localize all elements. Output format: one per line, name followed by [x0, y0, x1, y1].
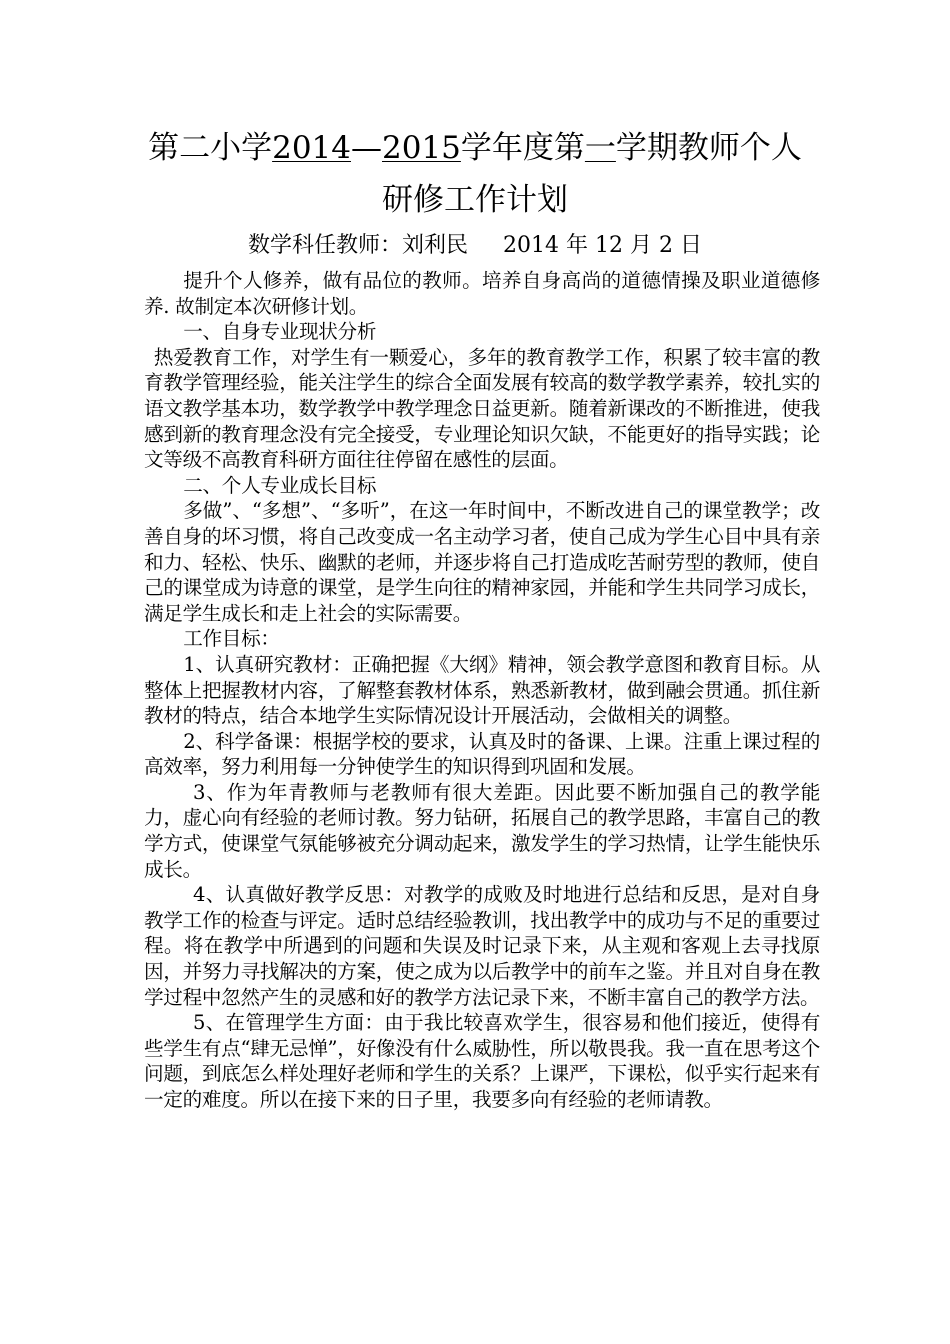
title-part-3: 学期教师个人: [615, 130, 802, 166]
work-goals-heading: 工作目标：: [183, 627, 280, 651]
goal-item-4: 4、认真做好教学反思：对教学的成败及时地进行总结和反思，是对自身教学工作的检查与评定。适时总结经验教训，找出教学中的成功与不足的重要过程。将在教学中所遇到的问题和失误及时记录下来，从主观和客观上去寻找原因，并努力寻找解决的方案，使之成为以后教学中的前车之鉴。并且对自身在教学过程中忽然产生的灵感和好的教学方法记录下来，不断丰富自己的教学方法。: [144, 883, 820, 1009]
title-part-1: 第二小学: [148, 130, 273, 166]
goal-item-1: 1、认真研究教材：正确把握《大纲》精神，领会教学意图和教育目标。从整体上把握教材内容，了解整套教材体系，熟悉新教材，做到融会贯通。抓住新教材的特点，结合本地学生实际情况设计开展活动，会做相关的调整。: [144, 652, 820, 728]
paragraph-growth-goals: 多做”、“多想”、“多听”，在这一年时间中，不断改进自己的课堂教学；改善自身的坏习惯，将自己改变成一名主动学习者，使自己成为学生心目中具有亲和力、轻松、快乐、幽默的老师，并逐步将自己打造成吃苦耐劳型的教师，使自己的课堂成为诗意的课堂，是学生向往的精神家园，并能和学生共同学习成长，满足学生成长和走上社会的实际需要。: [144, 499, 820, 625]
paragraph-intro: 提升个人修养，做有品位的教师。培养自身高尚的道德情操及职业道德修养. 故制定本次研修计划。: [144, 269, 820, 318]
title-term-number: 一: [584, 130, 616, 166]
section-heading-2: 二、个人专业成长目标: [183, 473, 377, 497]
goal-item-3: 3、作为年青教师与老教师有很大差距。因此要不断加强自己的教学能力，虚心向有经验的老师讨教。努力钻研，拓展自己的教学思路，丰富自己的教学方式，使课堂气氛能够被充分调动起来，激发学生的学习热情，让学生能快乐成长。: [144, 780, 820, 881]
title-part-2: 学年度第: [460, 130, 585, 166]
goal-item-5: 5、在管理学生方面：由于我比较喜欢学生，很容易和他们接近，使得有些学生有点“肆无忌惮”，好像没有什么威胁性，所以敬畏我。我一直在思考这个问题，到底怎么样处理好老师和学生的关系？上课严，下课松，似乎实行起来有一定的难度。所以在接下来的日子里，我要多向有经验的老师请教。: [144, 1011, 820, 1111]
goal-item-2: 2、科学备课：根据学校的要求，认真及时的备课、上课。注重上课过程的高效率，努力利用每一分钟使学生的知识得到巩固和发展。: [144, 729, 820, 779]
title-year-end: 2015: [382, 130, 461, 166]
title-line-1: [0, 128, 950, 168]
title-year-start: 2014: [272, 130, 351, 166]
title-line-2: 研修工作计划: [382, 182, 568, 218]
document-body: [144, 268, 820, 1113]
author-date-line: 数学科任教师：刘利民 2014 年 12 月 2 日: [248, 233, 702, 258]
section-heading-1: 一、自身专业现状分析: [183, 320, 377, 344]
title-dash: —: [351, 130, 382, 166]
paragraph-status-analysis: 热爱教育工作，对学生有一颗爱心，多年的教育教学工作，积累了较丰富的教育教学管理经验，能关注学生的综合全面发展有较高的数学教学素养，较扎实的语文教学基本功，数学教学中教学理念日益更新。随着新课改的不断推进，使我感到新的教育理念没有完全接受，专业理论知识欠缺，不能更好的指导实践；论文等级不高教育科研方面往往停留在感性的层面。: [144, 345, 820, 472]
